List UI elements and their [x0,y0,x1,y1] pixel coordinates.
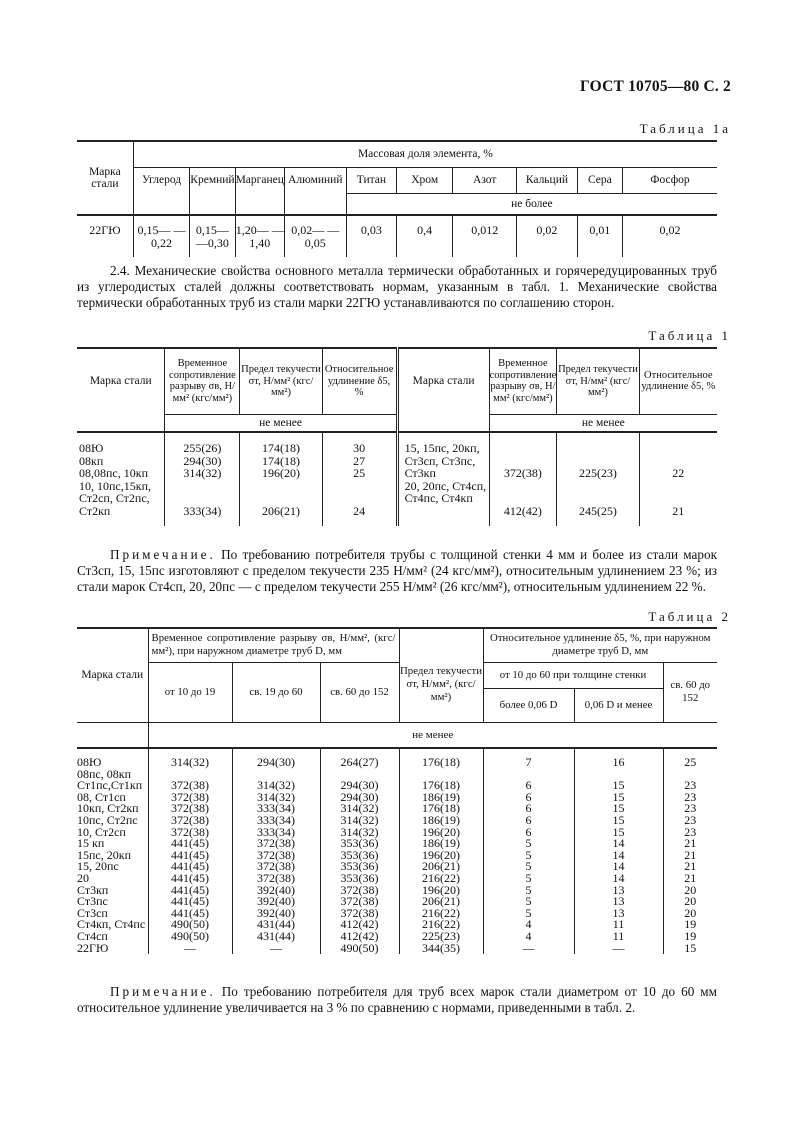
t2-cell-y: 196(20) [399,850,483,862]
cell-nitrogen: 0,012 [453,215,517,257]
t2-cell-grade: 10кп, Ст2кп [77,801,139,816]
t2-cell-e3: 19 [663,931,717,943]
col-calcium: Кальций [517,167,577,193]
t1-left-tensile: 255(26) 294(30) 314(32) 333(34) [165,432,240,526]
t2-cell-t1: 372(38) [148,792,232,804]
t2-cell-e2: 13 [574,896,663,908]
t2-cell-y: 176(18) [399,748,483,769]
t2-cell-t1: — [148,943,232,955]
t1-left-grades: 08Ю 08кп 08,08пс, 10кп 10, 10пс,15кп, Ст2сп, Ст2пс, Ст2кп [79,441,151,518]
row-grade: 22ГЮ [89,223,121,237]
t2-cell-grade: 08Ю [77,755,102,769]
t2-cell-t1: 441(45) [148,885,232,897]
t2-cell-t1: 441(45) [148,838,232,850]
cell-manganese: 1,20— —1,40 [235,215,284,257]
t2-cell-t3: 372(38) [320,896,399,908]
cell-phosphorus: 0,02 [623,215,717,257]
t1-right-grades: 15, 15пс, 20кп, Ст3сп, Ст3пс, Ст3кп 20, 20пс, Ст4сп, Ст4пс, Ст4кп [397,432,489,526]
cell-titanium: 0,03 [346,215,396,257]
t2-cell-t2: 333(34) [232,827,320,839]
t1-col-elong-right: Относительное удлинение δ5, % [639,348,717,414]
col-sulfur: Сера [577,167,622,193]
t2-cell-y: 186(19) [399,815,483,827]
t2-cell-t2: 333(34) [232,815,320,827]
t2-cell-grade: Ст3пс [77,894,108,909]
col-grade: Марка стали [77,141,133,215]
col-manganese: Марганец [235,167,284,193]
col-titanium: Титан [346,167,396,193]
t2-cell-e2: 13 [574,885,663,897]
t2-cell-y: 225(23) [399,931,483,943]
t2-cell-e3: 21 [663,850,717,862]
t2-col-yield: Предел текучести σт, Н/мм², (кгс/мм²) [399,628,483,722]
t2-col-10-19: от 10 до 19 [148,662,232,722]
t2-elong-less: 0,06 D и менее [574,688,663,722]
t1-left-yield: 174(18) 174(18) 196(20) 206(21) [240,432,322,526]
t2-cell-t1: 490(50) [148,919,232,931]
cell-chromium: 0,4 [397,215,453,257]
t2-cell-y: 196(20) [399,885,483,897]
t2-cell-e3: 23 [663,792,717,804]
note-2-label: Примечание. [110,984,216,999]
t2-cell-grade: 10пс, Ст2пс [77,812,138,827]
t1-right-elong: 22 21 [639,432,717,526]
t2-cell-t3: 314(32) [320,827,399,839]
t2-cell-t1: 372(38) [148,780,232,792]
table-row [77,748,717,769]
cell-sulfur: 0,01 [577,215,622,257]
t2-cell-t1: 441(45) [148,873,232,885]
t2-elong-more: более 0,06 D [483,688,574,722]
t2-cell-t1: 441(45) [148,861,232,873]
t2-cell-grade: Ст1пс,Ст1кп [77,778,143,793]
col-phosphorus: Фосфор [623,167,717,193]
t2-cell-y: 186(19) [399,792,483,804]
t2-col-grade: Марка стали [77,628,148,722]
t2-cell-e2: 13 [574,908,663,920]
t2-cell-e2: 16 [574,748,663,769]
t2-cell-t1: 441(45) [148,896,232,908]
note-1-text: По требованию потребителя трубы с толщиной стенки 4 мм и более из стали марок Ст3сп, 15, 15пс изготовляют с пределом текучести 235 Н/мм² (24 кгс/мм²), относительным удлинением 23 %; из стали марок Ст4сп, 20, 20пс — с пределом текучести 255 Н/мм² (26 кгс/мм²), относительным удлинением 22 %. [77,547,717,594]
t1-col-tensile-right: Временное сопротивление разрыву σв, Н/мм² (кгс/мм²) [489,348,557,414]
t2-cell-e3: 23 [663,815,717,827]
note-2 [77,984,717,1016]
t1-left-elong: 30 27 25 24 [322,432,397,526]
t2-cell-t3: 294(30) [320,792,399,804]
t2-cell-y: 216(22) [399,908,483,920]
t2-cell-e1: 5 [483,838,574,850]
t2-cell-t2: 392(40) [232,885,320,897]
t2-cell-e2: 15 [574,803,663,815]
t2-min-label: не менее [148,722,717,748]
t2-cell-e3: 21 [663,838,717,850]
t2-cell-e1: 6 [483,803,574,815]
t2-cell-grade: 10, Ст2сп [77,824,126,839]
t2-elong-60-152: св. 60 до 152 [663,662,717,722]
t1-col-yield-left: Предел текучести σт, Н/мм² (кгс/мм²) [240,348,322,414]
t2-cell-t1: 372(38) [148,815,232,827]
t2-cell-e3: 23 [663,780,717,792]
t2-cell-t2: 372(38) [232,838,320,850]
t2-cell-e2: 15 [574,780,663,792]
table-1a-caption: Таблица 1а [639,121,731,136]
col-nitrogen: Азот [453,167,517,193]
paragraph-2-4: 2.4. Механические свойства основного металла термически обработанных и горячередуцированных труб из углеродистых сталей должны соответствовать нормам, указанным в табл. 1. Механические свойства термически обработанных труб из стали марки 22ГЮ устанавливаются по соглашению сторон. [77,263,717,310]
col-carbon: Углерод [133,167,190,193]
t2-cell-y: 344(35) [399,943,483,955]
t2-cell-e3: 23 [663,827,717,839]
cell-carbon: 0,15— —0,22 [133,215,190,257]
t2-cell-e2: 14 [574,850,663,862]
col-aluminium: Алюминий [284,167,346,193]
table-row [77,943,717,955]
t2-cell-e3: 21 [663,861,717,873]
t2-elong-group: Относительное удлинение δ5, %, при наружном диаметре труб D, мм [483,628,717,662]
t1-col-tensile-left: Временное сопротивление разрыву σв, Н/мм² (кгс/мм²) [165,348,240,414]
t2-cell-t2: 333(34) [232,803,320,815]
t2-cell-e1: 5 [483,896,574,908]
t2-cell-e1: 6 [483,827,574,839]
t2-cell-t2: — [232,943,320,955]
t2-cell-y: 216(22) [399,873,483,885]
t2-cell-t3: 412(42) [320,931,399,943]
t2-cell-e2: 15 [574,792,663,804]
t2-cell-t1: 372(38) [148,803,232,815]
t2-cell-e3: 20 [663,885,717,897]
note-2-text: По требованию потребителя для труб всех марок стали диаметром от 10 до 60 мм относительное удлинение увеличивается на 3 % по сравнению с нормами, приведенными в табл. 2. [77,984,717,1015]
table-1 [77,347,717,526]
t2-cell-t3: 353(36) [320,838,399,850]
t2-cell-t2: 392(40) [232,896,320,908]
t2-elong-10-60: от 10 до 60 при толщине стенки [483,662,663,688]
t2-cell-t1: 372(38) [148,827,232,839]
t2-cell-t3: 314(32) [320,815,399,827]
t2-cell-y: 176(18) [399,803,483,815]
cell-calcium: 0,02 [517,215,577,257]
t2-cell-y: 186(19) [399,838,483,850]
t2-cell-grade: 20 [77,870,89,885]
t2-cell-grade: 22ГЮ [77,940,109,955]
t2-cell-e3: 20 [663,908,717,920]
t2-cell-y: 176(18) [399,780,483,792]
t1-right-yield: 225(23) 245(25) [557,432,639,526]
t2-cell-e1: 6 [483,792,574,804]
t2-cell-grade: Ст3сп [77,905,108,920]
t2-cell-grade: 15, 20пс [77,859,119,874]
t1-right-tensile: 372(38) 412(42) [489,432,557,526]
cell-silicon: 0,15— —0,30 [190,215,235,257]
t2-cell-e1: 5 [483,908,574,920]
t2-cell-e2: 11 [574,931,663,943]
group-header: Массовая доля элемента, % [133,141,717,167]
t2-cell-t2: 294(30) [232,748,320,769]
t2-cell-e1: 6 [483,780,574,792]
t2-cell-grade: Ст3кп [77,882,109,897]
cell-aluminium: 0,02— —0,05 [284,215,346,257]
t2-cell-e2: 14 [574,873,663,885]
t2-cell-e2: 14 [574,838,663,850]
t2-cell-e1: 4 [483,919,574,931]
t2-cell-e2: 15 [574,815,663,827]
t2-cell-t3: 264(27) [320,748,399,769]
t2-cell-e3: 15 [663,943,717,955]
t2-cell-t3: 294(30) [320,780,399,792]
t2-cell-t2: 372(38) [232,861,320,873]
note-1-label: Примечание. [110,547,216,562]
t2-cell-t1: 441(45) [148,850,232,862]
t2-cell-e1: 5 [483,850,574,862]
t2-cell-t1: 314(32) [148,748,232,769]
t2-cell-t3: 412(42) [320,919,399,931]
t2-cell-e2: — [574,943,663,955]
table-1-caption: Таблица 1 [648,328,731,343]
t2-cell-grade: 08пс, 08кп [77,766,131,781]
table-2 [77,627,717,954]
t2-cell-grade: 15 кп [77,836,105,851]
page-header: ГОСТ 10705—80 С. 2 [579,78,731,95]
t2-cell-t2: 392(40) [232,908,320,920]
t1-col-yield-right: Предел текучести σт, Н/мм² (кгс/мм²) [557,348,639,414]
t2-tensile-group: Временное сопротивление разрыву σв, Н/мм², (кгс/мм²), при наружном диаметре труб D, мм [148,628,399,662]
t2-cell-e3: 23 [663,803,717,815]
t1-min-label-right: не менее [489,414,717,432]
t2-cell-t1: 441(45) [148,908,232,920]
t2-cell-t3: 314(32) [320,803,399,815]
t2-cell-t3: 372(38) [320,885,399,897]
t2-cell-e2: 15 [574,827,663,839]
t2-cell-e3: 25 [663,748,717,769]
t2-col-60-152: св. 60 до 152 [320,662,399,722]
t2-cell-e1: 5 [483,885,574,897]
t2-cell-t3: 353(36) [320,861,399,873]
t2-cell-y: 206(21) [399,896,483,908]
table-1a [77,140,717,257]
t2-cell-t3: 353(36) [320,873,399,885]
t2-cell-e1: 4 [483,931,574,943]
t2-cell-y: 206(21) [399,861,483,873]
t2-cell-t3: 372(38) [320,908,399,920]
t2-cell-e1: 5 [483,873,574,885]
t2-col-19-60: св. 19 до 60 [232,662,320,722]
sub-header: не более [346,193,717,215]
t2-cell-grade: 15пс, 20кп [77,847,131,862]
t1-col-grade-left: Марка стали [77,348,165,414]
t2-cell-t2: 431(44) [232,919,320,931]
table-2-caption: Таблица 2 [648,609,731,624]
t1-min-label-left: не менее [165,414,397,432]
t2-cell-e1: 7 [483,748,574,769]
t2-cell-grade: Ст4кп, Ст4пс [77,917,146,932]
col-chromium: Хром [397,167,453,193]
t2-cell-t1: 490(50) [148,931,232,943]
t2-cell-t2: 372(38) [232,850,320,862]
t2-cell-grade: 08, Ст1сп [77,789,126,804]
t2-cell-grade: Ст4сп [77,928,108,943]
t1-col-grade-right: Марка стали [397,348,489,414]
t1-col-elong-left: Относительное удлинение δ5, % [322,348,397,414]
t2-cell-y: 196(20) [399,827,483,839]
t2-cell-t3: 490(50) [320,943,399,955]
t2-cell-e1: 6 [483,815,574,827]
t2-cell-t2: 314(32) [232,780,320,792]
t2-cell-e2: 11 [574,919,663,931]
t2-cell-t2: 431(44) [232,931,320,943]
t2-cell-e2: 14 [574,861,663,873]
t2-cell-e1: — [483,943,574,955]
col-silicon: Кремний [190,167,235,193]
note-1 [77,547,717,595]
t2-cell-t2: 372(38) [232,873,320,885]
t2-cell-e3: 19 [663,919,717,931]
t2-cell-e1: 5 [483,861,574,873]
t2-cell-t2: 314(32) [232,792,320,804]
t2-cell-e3: 20 [663,896,717,908]
t2-body [77,748,717,954]
t2-cell-e3: 21 [663,873,717,885]
t2-cell-t3: 353(36) [320,850,399,862]
t2-cell-y: 216(22) [399,919,483,931]
